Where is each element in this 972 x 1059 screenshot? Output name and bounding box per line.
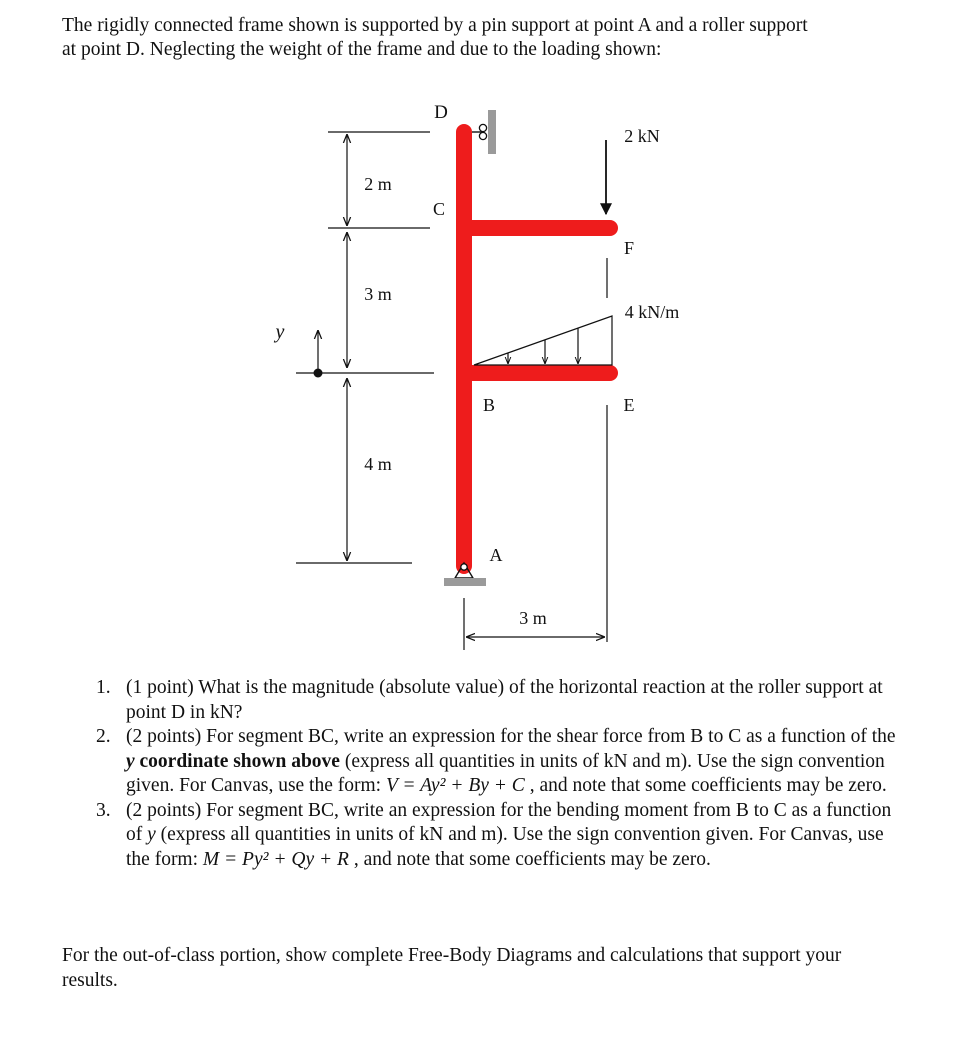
point-label-f: F <box>623 238 635 258</box>
right-guide-lines <box>464 258 607 650</box>
reference-lines <box>296 132 434 563</box>
question-3-text-mid: (express all quantities in units of kN and m). Use the sign convention given. For Canvas, use the form: <box>126 824 884 870</box>
pin-hinge <box>461 564 467 570</box>
question-number: 1. <box>96 677 111 698</box>
dimension-label-3m: 3 m <box>364 284 392 304</box>
question-number: 2. <box>96 726 111 747</box>
closing-instructions: For the out-of-class portion, show complete Free-Body Diagrams and calculations that support your results. <box>62 945 842 991</box>
dimension-label-2m: 2 m <box>364 174 392 194</box>
roller-wall <box>488 110 496 154</box>
problem-statement-line-1: The rigidly connected frame shown is supported by a pin support at point A and a roller support <box>62 15 808 36</box>
point-label-e: E <box>623 395 635 415</box>
y-coordinate-axis <box>274 321 323 378</box>
question-3-text-end: , and note that some coefficients may be zero. <box>353 848 711 870</box>
distributed-load-label: 4 kN/m <box>624 302 680 322</box>
roller-wheel-bottom <box>479 132 486 139</box>
dimension-label-horizontal-3m: 3 m <box>519 608 547 628</box>
y-origin-dot <box>314 369 323 378</box>
distributed-load-triangle <box>474 316 612 365</box>
coordinate-shown-above-emphasis: coordinate shown above <box>134 750 340 772</box>
roller-wheel-top <box>479 124 486 131</box>
y-coordinate-emphasis: y <box>126 750 135 772</box>
point-label-a: A <box>489 545 503 565</box>
y-variable: y <box>147 824 156 845</box>
moment-formula: M = Py² + Qy + R <box>202 848 349 870</box>
question-1 <box>96 676 896 725</box>
point-label-c: C <box>432 199 446 219</box>
question-2-text-start: (2 points) For segment BC, write an expression for the shear force from B to C as a function of the <box>126 726 896 747</box>
point-label-d: D <box>434 102 448 123</box>
question-2 <box>96 725 896 799</box>
roller-support-d <box>472 110 496 154</box>
question-3-text-start: (2 points) For segment BC, write an expression for the bending moment from B to C as a function of <box>126 799 892 845</box>
y-axis-label: y <box>275 321 285 343</box>
dimension-label-4m: 4 m <box>364 454 392 474</box>
frame-members <box>464 132 610 566</box>
pin-ground <box>444 578 486 586</box>
point-load-2kn <box>606 126 660 214</box>
shear-formula: V = Ay² + By + C <box>385 775 525 796</box>
question-2-text-mid: (express all quantities in units of kN and m). Use the sign convention given. For Canvas, use the form: <box>126 750 885 796</box>
question-number: 3. <box>96 799 111 821</box>
question-list <box>96 676 896 872</box>
problem-statement-line-2: at point D. Neglecting the weight of the frame and due to the loading shown: <box>62 39 662 60</box>
question-3 <box>96 799 896 873</box>
question-1-text: (1 point) What is the magnitude (absolute value) of the horizontal reaction at the roller support at point D in kN? <box>126 677 883 723</box>
point-label-b: B <box>482 395 496 415</box>
point-load-label: 2 kN <box>624 126 660 146</box>
pin-support-a <box>444 563 486 586</box>
distributed-load <box>474 316 612 365</box>
question-2-text-end: , and note that some coefficients may be zero. <box>529 775 887 796</box>
